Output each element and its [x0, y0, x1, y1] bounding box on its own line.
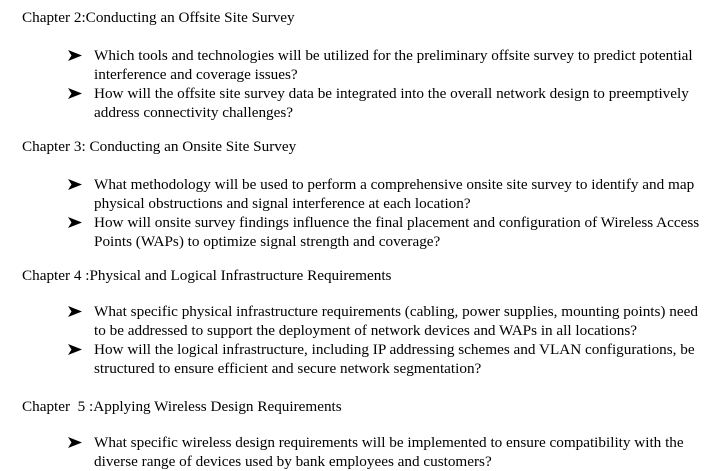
- arrowhead-bullet-icon: [68, 437, 82, 448]
- chapter-2-heading: Chapter 2:Conducting an Offsite Site Survey: [22, 9, 295, 26]
- chapter-3-question-1: What methodology will be used to perform a comprehensive onsite site survey to identify and map physical obstructions and signal interference at each location?: [94, 176, 695, 212]
- arrowhead-bullet-icon: [68, 179, 82, 190]
- arrowhead-bullet-icon: [68, 344, 82, 355]
- arrowhead-bullet-icon: [68, 306, 82, 317]
- chapter-4-question-1: What specific physical infrastructure requirements (cabling, power supplies, mounting points) need to be addressed to support the deployment of network devices and WAPs in all locations?: [94, 303, 698, 339]
- list-item: [0, 175, 712, 213]
- list-item: [0, 302, 712, 340]
- chapter-4-question-list: [0, 302, 712, 378]
- chapter-2-question-2: How will the offsite site survey data be integrated into the overall network design to preemptively address connectivity challenges?: [94, 85, 689, 121]
- arrowhead-bullet-icon: [68, 217, 82, 228]
- list-item: [0, 46, 712, 84]
- chapter-4-heading: Chapter 4 :Physical and Logical Infrastructure Requirements: [22, 267, 392, 284]
- chapter-3-heading: Chapter 3: Conducting an Onsite Site Survey: [22, 138, 297, 155]
- list-item: [0, 213, 712, 251]
- chapter-3-question-list: [0, 175, 712, 251]
- chapter-3-question-2: How will onsite survey findings influence the final placement and configuration of Wireless Access Points (WAPs) to optimize signal strength and coverage?: [94, 214, 700, 250]
- list-item: [0, 84, 712, 122]
- arrowhead-bullet-icon: [68, 88, 82, 99]
- list-item: [0, 340, 712, 378]
- chapter-2-question-1: Which tools and technologies will be utilized for the preliminary offsite survey to predict potential interference and coverage issues?: [94, 47, 693, 83]
- chapter-4-question-2: How will the logical infrastructure, including IP addressing schemes and VLAN configurations, be structured to ensure efficient and secure network segmentation?: [94, 341, 695, 377]
- chapter-5-question-list: [0, 433, 712, 471]
- arrowhead-bullet-icon: [68, 50, 82, 61]
- list-item: [0, 433, 712, 471]
- chapter-5-heading: Chapter 5 :Applying Wireless Design Requirements: [22, 398, 342, 415]
- chapter-5-question-1: What specific wireless design requirements will be implemented to ensure compatibility with the diverse range of devices used by bank employees and customers?: [94, 434, 684, 470]
- chapter-2-question-list: [0, 46, 712, 122]
